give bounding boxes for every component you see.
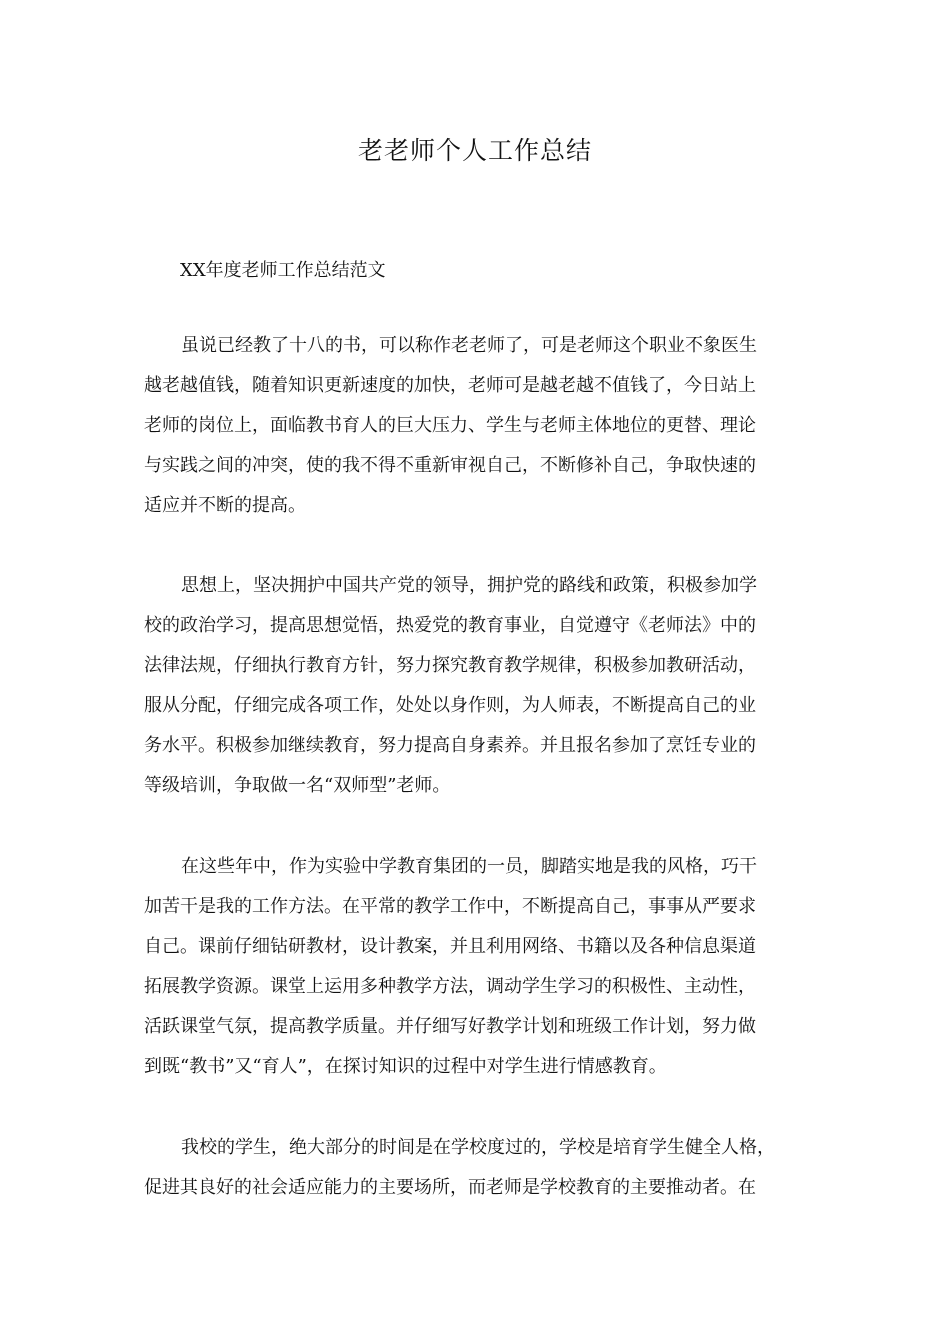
paragraph-line: 适应并不断的提高。: [144, 495, 306, 516]
paragraph-1: [144, 326, 806, 526]
paragraph-line: 服从分配，仔细完成各项工作，处处以身作则，为人师表，不断提高自己的业: [144, 695, 756, 716]
paragraph-line: 法律法规，仔细执行教育方针，努力探究教育教学规律，积极参加教研活动，: [144, 655, 756, 676]
paragraph-line: 思想上，坚决拥护中国共产党的领导，拥护党的路线和政策，积极参加学: [181, 575, 757, 596]
paragraph-line: 到既“教书”又“育人”，在探讨知识的过程中对学生进行情感教育。: [144, 1056, 667, 1077]
paragraph-2: [144, 566, 806, 806]
document-subtitle: XX年度老师工作总结范文: [180, 260, 386, 281]
paragraph-line: 务水平。积极参加继续教育，努力提高自身素养。并且报名参加了烹饪专业的: [144, 735, 756, 756]
paragraph-line: 老师的岗位上，面临教书育人的巨大压力、学生与老师主体地位的更替、理论: [144, 415, 756, 436]
paragraph-line: 我校的学生，绝大部分的时间是在学校度过的，学校是培育学生健全人格，: [181, 1137, 775, 1158]
paragraph-line: 促进其良好的社会适应能力的主要场所，而老师是学校教育的主要推动者。在: [144, 1177, 756, 1198]
paragraph-line: 活跃课堂气氛，提高教学质量。并仔细写好教学计划和班级工作计划，努力做: [144, 1016, 756, 1037]
paragraph-line: 与实践之间的冲突，使的我不得不重新审视自己，不断修补自己，争取快速的: [144, 455, 756, 476]
paragraph-line: 等级培训，争取做一名“双师型”老师。: [144, 775, 451, 796]
paragraph-line: 拓展教学资源。课堂上运用多种教学方法，调动学生学习的积极性、主动性，: [144, 976, 756, 997]
paragraph-line: 自己。课前仔细钻研教材，设计教案，并且利用网络、书籍以及各种信息渠道: [144, 936, 756, 957]
paragraph-line: 加苦干是我的工作方法。在平常的教学工作中，不断提高自己，事事从严要求: [144, 896, 756, 917]
paragraph-line: 校的政治学习，提高思想觉悟，热爱党的教育事业，自觉遵守《老师法》中的: [144, 615, 756, 636]
paragraph-line: 越老越值钱，随着知识更新速度的加快，老师可是越老越不值钱了，今日站上: [144, 375, 756, 396]
paragraph-3: [144, 847, 806, 1087]
document-title: 老老师个人工作总结: [357, 136, 592, 165]
paragraph-line: 虽说已经教了十八的书，可以称作老老师了，可是老师这个职业不象医生: [181, 335, 757, 356]
paragraph-4: [144, 1128, 806, 1208]
paragraph-line: 在这些年中，作为实验中学教育集团的一员，脚踏实地是我的风格，巧干: [181, 856, 757, 877]
